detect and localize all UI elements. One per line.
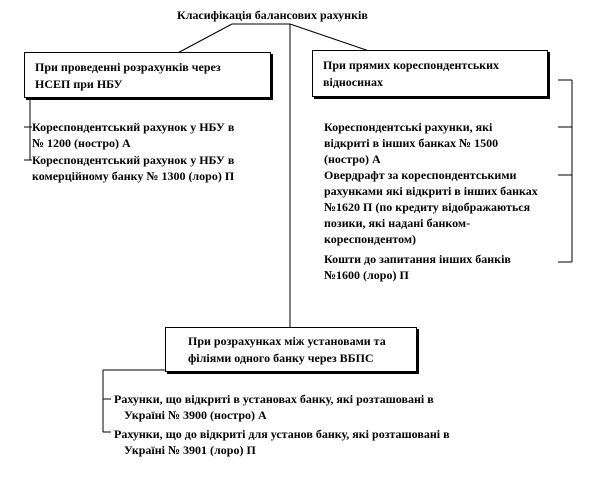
vpps-item-line: Рахунки, що відкриті в установах банку, які розташовані в [114,392,434,406]
direct-item-line: кореспондентом) [324,232,417,246]
direct-item [324,167,538,247]
direct-item-line: №1600 (лоро) П [324,268,409,282]
nbu-item-line: комерційному банку № 1300 (лоро) П [32,169,235,183]
nbu-item [32,152,234,184]
vpps-item [114,426,450,458]
direct-item-line: рахунками які відкриті в інших банках [324,184,538,198]
vpps-item-line: Україні № 3900 (ностро) А [124,408,267,422]
node-direct-label-line: відносинах [323,75,383,89]
direct-item-line: Овердрафт за кореспондентськими [324,168,517,182]
direct-item-line: Кошти до запитання інших банків [324,252,511,266]
direct-item-line: №1620 П (по кредиту відображаються [324,200,531,214]
node-direct-label-line: При прямих кореспондентських [323,58,499,72]
nbu-item [32,119,234,151]
diagram-title: Класифікація балансових рахунків [177,8,368,22]
vpps-item [114,391,434,423]
direct-item-line: позики, які надані банком- [324,216,471,230]
node-vpps-label-line: При розрахунках між установами та [188,334,386,348]
node-direct [312,50,548,97]
node-nbu [24,52,271,98]
nbu-item-line: № 1200 (ностро) А [32,136,131,150]
node-vpps-label-line: філіями одного банку через ВБПС [188,351,374,365]
node-nbu-label-line: НСЕП при НБУ [35,77,123,91]
vpps-item-line: Україні № 3901 (лоро) П [124,443,256,457]
nbu-item-line: Кореспондентський рахунок у НБУ в [32,153,235,167]
connector-title-right [290,24,372,52]
direct-item [324,119,498,167]
nbu-item-line: Кореспондентський рахунок у НБУ в [32,120,235,134]
direct-item [324,251,511,283]
direct-item-line: (ностро) А [324,152,381,166]
node-vpps [165,327,417,372]
direct-item-line: відкриті в інших банках № 1500 [324,136,499,150]
direct-item-line: Кореспондентські рахунки, які [324,120,493,134]
vpps-item-line: Рахунки, що до відкриті для установ банку, які розташовані в [114,427,450,441]
node-nbu-label-line: При проведенні розрахунків через [35,60,221,74]
